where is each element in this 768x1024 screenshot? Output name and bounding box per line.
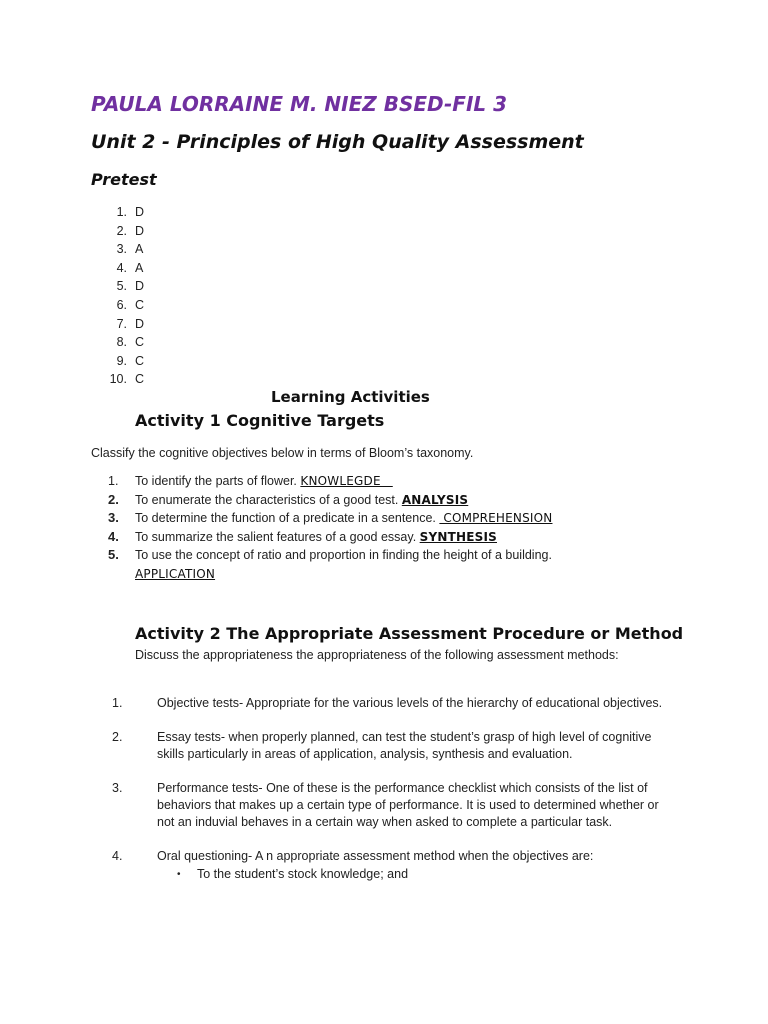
pretest-answer-list xyxy=(103,203,144,389)
taxonomy-answer: ANALYSIS xyxy=(401,492,469,507)
activity-2-heading: Activity 2 The Appropriate Assessment Procedure or Method xyxy=(135,624,684,643)
list-item xyxy=(103,203,144,222)
method-text: Oral questioning- A n appropriate assessment method when the objectives are: xyxy=(157,849,594,863)
answer-letter: C xyxy=(135,297,145,312)
list-item xyxy=(103,259,144,278)
item-number: 4. xyxy=(108,528,119,544)
list-item xyxy=(108,491,628,510)
item-number: 3. xyxy=(108,510,119,525)
answer-letter: C xyxy=(135,372,145,387)
learning-activities-heading: Learning Activities xyxy=(271,388,430,406)
bullet-item xyxy=(177,866,672,883)
list-item xyxy=(103,222,144,241)
item-number: 1. xyxy=(112,696,123,710)
taxonomy-answer: SYNTHESIS xyxy=(419,529,497,544)
item-number: 10. xyxy=(109,372,127,387)
list-item xyxy=(103,352,144,371)
list-item xyxy=(103,333,144,352)
pretest-heading: Pretest xyxy=(91,170,157,189)
item-number: 1. xyxy=(108,474,119,488)
method-text: Essay tests- when properly planned, can test the student’s grasp of high level of cognitive skills particularly in areas of application, analysis, synthesis and evaluation. xyxy=(157,730,652,761)
list-item xyxy=(103,240,144,259)
answer-letter: D xyxy=(135,205,145,219)
item-number: 5. xyxy=(116,279,127,294)
item-number: 4. xyxy=(112,849,123,863)
list-item xyxy=(108,546,628,583)
item-number: 9. xyxy=(116,353,127,368)
item-number: 4. xyxy=(116,260,127,275)
list-item xyxy=(112,848,672,883)
list-item xyxy=(103,315,144,334)
answer-letter: D xyxy=(135,279,145,294)
assessment-methods-list xyxy=(112,695,672,883)
answer-letter: C xyxy=(135,353,145,368)
objective-text: To summarize the salient features of a good essay. xyxy=(135,529,420,544)
cognitive-objectives-list xyxy=(108,472,628,583)
item-number: 8. xyxy=(116,335,127,350)
answer-letter: D xyxy=(135,223,145,238)
item-number: 2. xyxy=(112,730,123,744)
item-number: 3. xyxy=(112,781,123,795)
activity-1-heading: Activity 1 Cognitive Targets xyxy=(135,411,385,430)
item-number: 3. xyxy=(116,242,127,257)
list-item xyxy=(103,277,144,296)
list-item xyxy=(108,472,628,491)
method-text: Performance tests- One of these is the performance checklist which consists of the list of behaviors that makes up a certain type of performance. It is used to determined whether or not an induvial behaves in a certain way when asked to complete a particular task. xyxy=(157,781,659,829)
list-item xyxy=(103,296,144,315)
list-item xyxy=(108,509,628,528)
item-number: 1. xyxy=(116,205,127,219)
taxonomy-answer: KNOWLEGDE xyxy=(300,474,393,488)
objective-text: To use the concept of ratio and proportion in finding the height of a building. xyxy=(135,548,552,562)
answer-letter: A xyxy=(135,242,144,257)
answer-letter: D xyxy=(135,316,145,331)
item-number: 2. xyxy=(108,491,119,507)
objective-text: To enumerate the characteristics of a good test. xyxy=(135,492,402,507)
activity-2-instruction: Discuss the appropriateness the appropriateness of the following assessment methods: xyxy=(135,648,619,662)
item-number: 2. xyxy=(116,223,127,238)
objective-text: To identify the parts of flower. xyxy=(135,474,301,488)
list-item xyxy=(108,528,628,547)
list-item xyxy=(112,780,672,831)
item-number: 6. xyxy=(116,297,127,312)
unit-title: Unit 2 - Principles of High Quality Assessment xyxy=(91,131,584,153)
taxonomy-answer: COMPREHENSION xyxy=(439,511,553,525)
activity-1-instruction: Classify the cognitive objectives below in terms of Bloom’s taxonomy. xyxy=(91,446,474,460)
list-item xyxy=(112,729,672,763)
item-number: 7. xyxy=(116,316,127,331)
answer-letter: C xyxy=(135,335,145,350)
list-item xyxy=(103,370,144,389)
bullet-icon: • xyxy=(177,869,181,880)
answer-letter: A xyxy=(135,260,144,275)
objective-text: To determine the function of a predicate in a sentence. xyxy=(135,511,440,525)
item-number: 5. xyxy=(108,547,119,562)
bullet-list xyxy=(157,866,672,883)
taxonomy-answer: APPLICATION xyxy=(135,566,216,581)
method-text: Objective tests- Appropriate for the various levels of the hierarchy of educational objectives. xyxy=(157,696,663,710)
bullet-text: To the student’s stock knowledge; and xyxy=(197,867,409,881)
author-name-heading: PAULA LORRAINE M. NIEZ BSED-FIL 3 xyxy=(91,92,508,116)
list-item xyxy=(112,695,672,712)
